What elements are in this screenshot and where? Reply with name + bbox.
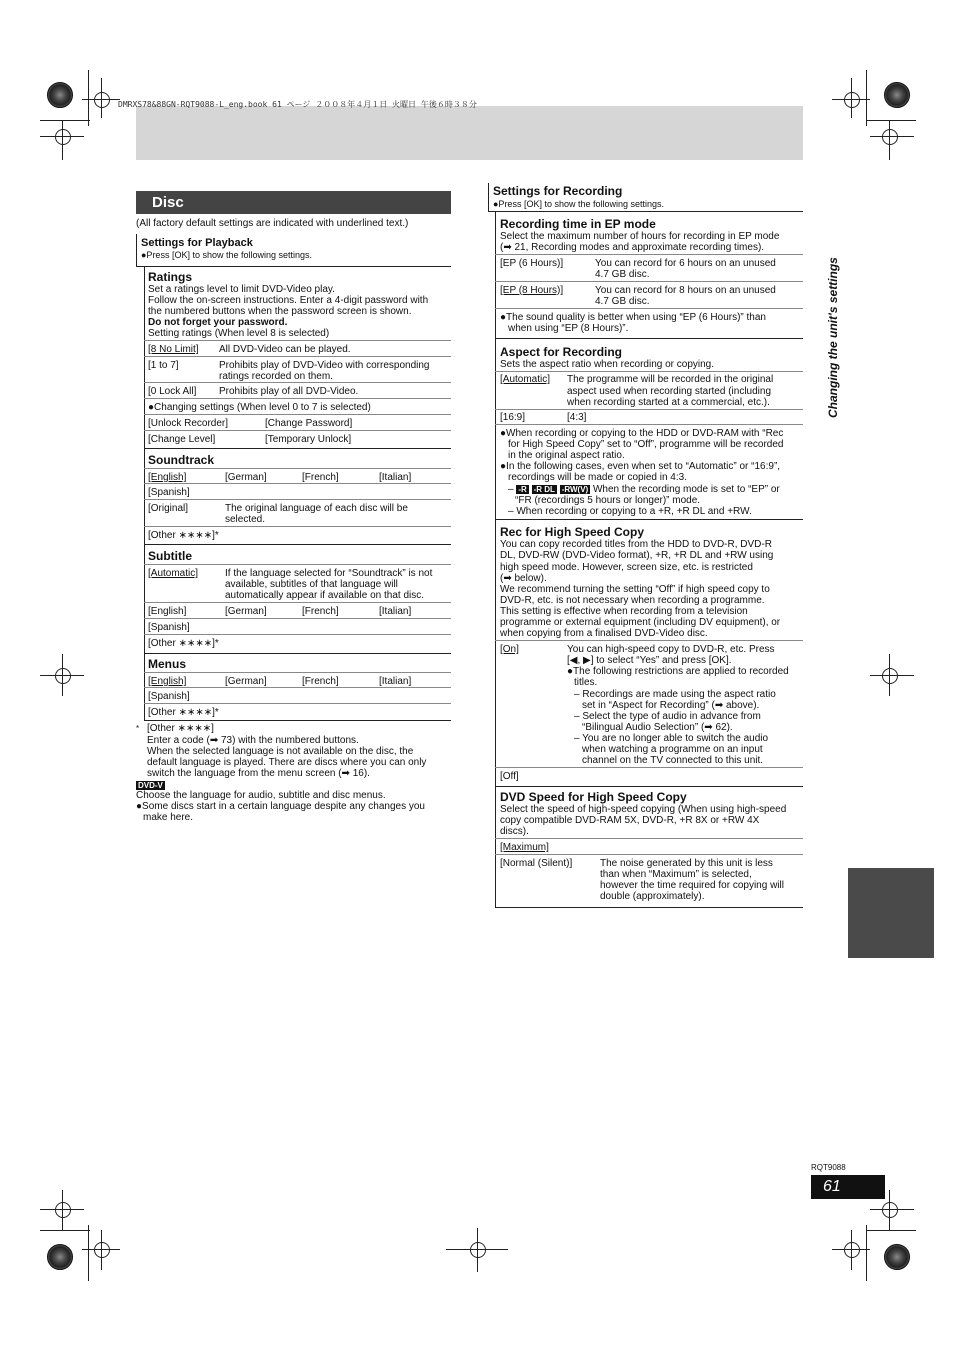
option-value: than when “Maximum” is selected,: [600, 869, 752, 880]
option-value: titles.: [574, 677, 598, 688]
option-value: when watching a programme on an input: [582, 744, 763, 755]
option-key: [German]: [225, 676, 267, 687]
footnote-text: Enter a code (➡ 73) with the numbered buttons.: [147, 735, 359, 746]
ep-mode-note: when using “EP (8 Hours)”.: [508, 323, 629, 334]
option-key: [Spanish]: [148, 622, 190, 633]
option-value: channel on the TV connected to this unit.: [582, 755, 764, 766]
dvdv-badge: DVD-V: [138, 781, 163, 790]
option-key: [Normal (Silent)]: [500, 858, 573, 869]
option-value: If the language selected for “Soundtrack” is not: [225, 568, 433, 579]
option-key: [Automatic]: [500, 374, 551, 385]
ratings-text: Set a ratings level to limit DVD-Video play.: [148, 284, 335, 295]
aspect-heading: Aspect for Recording: [500, 345, 623, 359]
subtitle-heading: Subtitle: [148, 549, 192, 563]
aspect-note: ●When recording or copying to the HDD or DVD-RAM with “Rec: [500, 428, 784, 439]
soundtrack-heading: Soundtrack: [148, 453, 215, 467]
playback-press-note: ●Press [OK] to show the following settings.: [141, 250, 313, 260]
high-speed-text: programme or external equipment (including DV equipment), or: [500, 617, 781, 628]
disc-section-title: Disc: [136, 191, 451, 214]
ratings-text: the numbered buttons when the password screen is shown.: [148, 306, 412, 317]
dvd-speed-text: Select the speed of high-speed copying (When using high-speed: [500, 804, 787, 815]
option-value: Prohibits play of all DVD-Video.: [219, 386, 359, 397]
option-value: aspect used when recording started (including: [567, 386, 772, 397]
ratings-warning: Do not forget your password.: [148, 317, 288, 328]
option-value: automatically appear if available on that disc.: [225, 590, 425, 601]
option-key: [German]: [225, 472, 267, 483]
crosshair-icon: [844, 92, 860, 108]
option-key: [8 No Limit]: [148, 344, 199, 355]
ep-mode-heading: Recording time in EP mode: [500, 217, 656, 231]
option-key: [Original]: [148, 503, 189, 514]
defaults-note: (All factory default settings are indicated with underlined text.): [136, 218, 409, 229]
option-key: [Off]: [500, 771, 519, 782]
crosshair-icon: [882, 1202, 898, 1218]
registration-dial-icon: [47, 1244, 73, 1270]
print-header-line: DMRXS78&88GN-RQT9088-L_eng.book 61 ページ ２００８年４月１日 火曜日 午後６時３８分: [118, 100, 477, 109]
option-value: double (approximately).: [600, 891, 705, 902]
high-speed-heading: Rec for High Speed Copy: [500, 525, 645, 539]
aspect-note: ●In the following cases, even when set to “Automatic” or “16:9”,: [500, 461, 781, 472]
option-key: [Unlock Recorder]: [148, 418, 229, 429]
option-key: [Change Level]: [148, 434, 216, 445]
crosshair-icon: [55, 1202, 71, 1218]
page-code: RQT9088: [811, 1163, 846, 1172]
crosshair-icon: [55, 668, 71, 684]
footnote-text: switch the language from the menu screen (➡ 16).: [147, 768, 370, 779]
option-key: [Italian]: [379, 606, 412, 617]
footnote-text: make here.: [143, 812, 194, 823]
option-value: You can record for 8 hours on an unused: [595, 285, 776, 296]
option-value: – You are no longer able to switch the audio: [574, 733, 769, 744]
ratings-heading: Ratings: [148, 270, 193, 284]
option-key: [French]: [302, 606, 339, 617]
option-key: [Spanish]: [148, 691, 190, 702]
option-value: when recording started at a commercial, etc.).: [567, 397, 770, 408]
dvd-r-badge: -R: [518, 485, 527, 494]
recording-heading: Settings for Recording: [493, 184, 623, 198]
option-value: – Select the type of audio in advance from: [574, 711, 761, 722]
option-key: [On]: [500, 644, 519, 655]
option-value: “Bilingual Audio Selection” (➡ 62).: [582, 722, 733, 733]
high-speed-text: DVD-R, etc. is not necessary when recording a programme.: [500, 595, 765, 606]
option-key: [Italian]: [379, 472, 412, 483]
option-key: [Other ∗∗∗∗]*: [148, 530, 219, 541]
dvd-rw-v-badge: -RW(V): [561, 485, 589, 494]
option-value: selected.: [225, 514, 266, 525]
option-value: The programme will be recorded in the original: [567, 374, 774, 385]
footnote-text: [Other ∗∗∗∗]: [147, 723, 214, 734]
ep-mode-text: (➡ 21, Recording modes and approximate recording times).: [500, 242, 765, 253]
dvd-speed-heading: DVD Speed for High Speed Copy: [500, 790, 687, 804]
aspect-note: – When recording or copying to a +R, +R DL and +RW.: [508, 506, 752, 517]
option-key: [Automatic]: [148, 568, 199, 579]
option-value: [◀, ▶] to select “Yes” and press [OK].: [567, 655, 732, 666]
footnote-text: When the selected language is not available on the disc, the: [147, 746, 414, 757]
recording-press-note: ●Press [OK] to show the following settings.: [493, 199, 665, 209]
crosshair-icon: [94, 92, 110, 108]
option-key: [English]: [148, 606, 187, 617]
crosshair-icon: [94, 1242, 110, 1258]
high-speed-text: DL, DVD-RW (DVD-Video format), +R, +R DL and +RW using: [500, 550, 774, 561]
option-key: [4:3]: [567, 412, 587, 423]
option-key: [0 Lock All]: [148, 386, 197, 397]
ratings-text: Follow the on-screen instructions. Enter a 4-digit password with: [148, 295, 429, 306]
aspect-note: recordings will be made or copied in 4:3.: [508, 472, 687, 483]
high-speed-text: You can copy recorded titles from the HDD to DVD-R, DVD-R: [500, 539, 772, 550]
option-value: All DVD-Video can be played.: [219, 344, 351, 355]
registration-dial-icon: [47, 82, 73, 108]
high-speed-text: when copying from a finalised DVD-Video disc.: [500, 628, 708, 639]
option-value: You can high-speed copy to DVD-R, etc. Press: [567, 644, 775, 655]
footnote-text: default language is played. There are discs where you can only: [147, 757, 427, 768]
option-value: however the time required for copying will: [600, 880, 784, 891]
option-value: The noise generated by this unit is less: [600, 858, 773, 869]
option-key: [French]: [302, 676, 339, 687]
option-key: [English]: [148, 472, 187, 483]
high-speed-text: We recommend turning the setting “Off” if high speed copy to: [500, 584, 770, 595]
option-key: [German]: [225, 606, 267, 617]
option-value: set in “Aspect for Recording” (➡ above).: [582, 700, 760, 711]
header-band: [136, 106, 803, 160]
ep-mode-text: Select the maximum number of hours for recording in EP mode: [500, 231, 780, 242]
option-value: ratings recorded on them.: [219, 371, 333, 382]
menus-heading: Menus: [148, 657, 187, 671]
option-key: [EP (6 Hours)]: [500, 258, 564, 269]
option-key: [Spanish]: [148, 487, 190, 498]
option-key: [EP (8 Hours)]: [500, 285, 564, 296]
option-key: [English]: [148, 676, 187, 687]
crosshair-icon: [55, 129, 71, 145]
ep-mode-note: ●The sound quality is better when using “EP (6 Hours)” than: [500, 312, 766, 323]
option-key: [Other ∗∗∗∗]*: [148, 638, 219, 649]
footnote-text: Choose the language for audio, subtitle and disc menus.: [136, 790, 386, 801]
ratings-change-note: ●Changing settings (When level 0 to 7 is selected): [148, 402, 371, 413]
option-value: 4.7 GB disc.: [595, 269, 650, 280]
crosshair-icon: [470, 1242, 486, 1258]
section-tab: [848, 868, 934, 958]
high-speed-text: (➡ below).: [500, 573, 547, 584]
option-key: [Temporary Unlock]: [265, 434, 352, 445]
option-value: available, subtitles of that language will: [225, 579, 398, 590]
playback-heading: Settings for Playback: [141, 237, 253, 249]
dvd-speed-text: copy compatible DVD-RAM 5X, DVD-R, +R 8X or +RW 4X: [500, 815, 760, 826]
footnote-text: ●Some discs start in a certain language despite any changes you: [136, 801, 425, 812]
dvd-r-dl-badge: -R DL: [533, 485, 555, 494]
option-value: You can record for 6 hours on an unused: [595, 258, 776, 269]
option-key: [Italian]: [379, 676, 412, 687]
option-value: 4.7 GB disc.: [595, 296, 650, 307]
aspect-text: Sets the aspect ratio when recording or copying.: [500, 359, 715, 370]
option-value: – Recordings are made using the aspect ratio: [574, 689, 776, 700]
aspect-note: “FR (recordings 5 hours or longer)” mode.: [515, 495, 701, 506]
option-key: [16:9]: [500, 412, 526, 423]
option-value: ●The following restrictions are applied to recorded: [567, 666, 789, 677]
option-key: [1 to 7]: [148, 360, 179, 371]
high-speed-text: high speed mode. However, screen size, etc. is restricted: [500, 562, 753, 573]
footnote-marker: *: [136, 724, 140, 733]
disc-type-badges: – -R -R DL -RW(V) When the recording mode is set to “EP” or: [508, 484, 780, 495]
registration-dial-icon: [884, 82, 910, 108]
aspect-note: in the original aspect ratio.: [508, 450, 625, 461]
crosshair-icon: [882, 668, 898, 684]
option-key: [Change Password]: [265, 418, 353, 429]
page-number: 61: [811, 1175, 885, 1199]
registration-dial-icon: [884, 1244, 910, 1270]
high-speed-text: This setting is effective when recording from a television: [500, 606, 748, 617]
crosshair-icon: [882, 129, 898, 145]
aspect-note: for High Speed Copy” set to “Off”, programme will be recorded: [508, 439, 784, 450]
option-value: The original language of each disc will be: [225, 503, 408, 514]
option-value: Prohibits play of DVD-Video with corresponding: [219, 360, 430, 371]
option-key: [French]: [302, 472, 339, 483]
crosshair-icon: [844, 1242, 860, 1258]
option-key: [Other ∗∗∗∗]*: [148, 707, 219, 718]
dvd-speed-text: discs).: [500, 826, 529, 837]
side-section-label: Changing the unit's settings: [826, 257, 840, 418]
option-key: [Maximum]: [500, 842, 549, 853]
ratings-text: Setting ratings (When level 8 is selected): [148, 328, 330, 339]
